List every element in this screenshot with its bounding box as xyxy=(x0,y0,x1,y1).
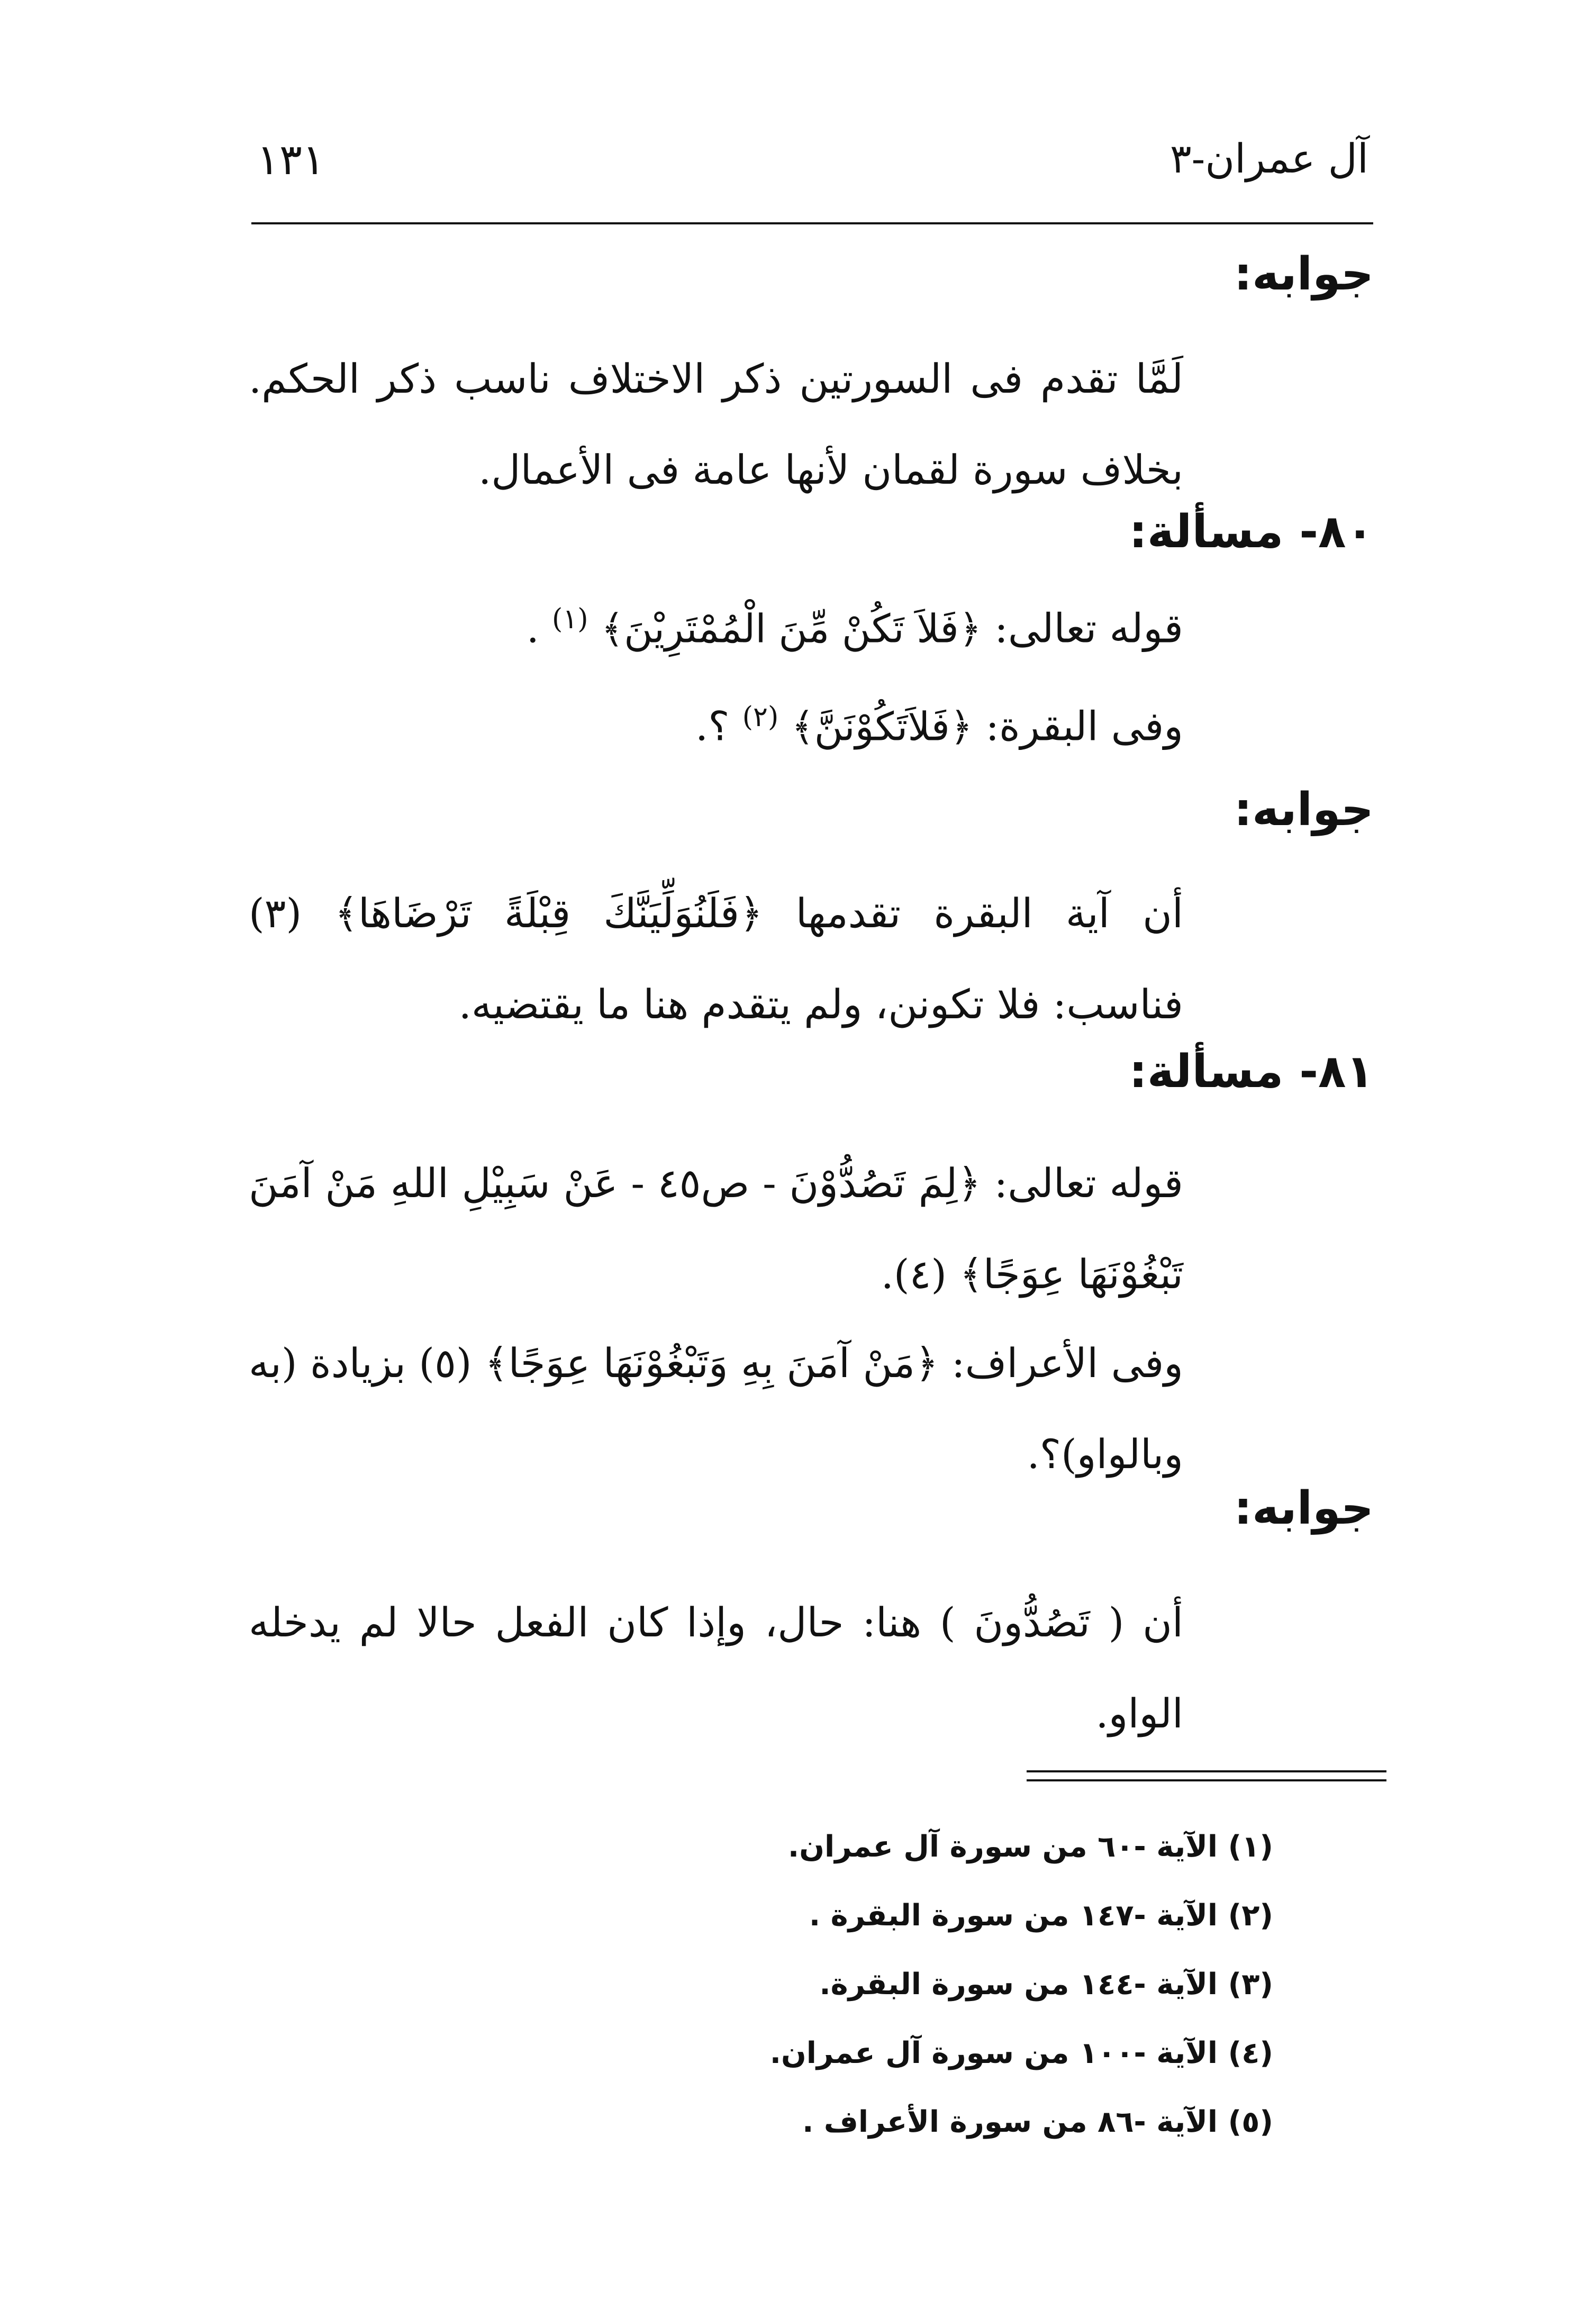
answer-paragraph: أن آية البقرة تقدمها ﴿فَلَنُوَلِّيَنَّكَ قِبْلَةً تَرْضَاهَا﴾ (٣) فناسب: فلا تكونن، ولم يتقدم هنا ما يقتضيه. xyxy=(249,890,1183,1028)
sentence-end: ؟. xyxy=(695,702,730,750)
question-line xyxy=(527,603,1183,651)
page-number: ١٣١ xyxy=(257,135,325,184)
quran-verse: ﴿فَلاَ تَكُنْ مِّنَ الْمُمْتَرِيْنَ﴾ xyxy=(601,606,982,652)
question-heading: ٨١- مسألة: xyxy=(1129,1045,1374,1098)
footnote: (٥) الآية -٨٦ من سورة الأعراف . xyxy=(802,2105,1273,2139)
question-line xyxy=(695,701,1183,749)
quran-verse: ﴿فَلاَتَكُوْنَنَّ﴾ xyxy=(791,704,973,750)
question-paragraph: قوله تعالى: ﴿لِمَ تَصُدُّوْنَ - ص٤٥ - عَنْ سَبِيْلِ اللهِ مَنْ آمَنَ تَبْغُوْنَهَا عِوَجًا﴾ (٤). xyxy=(249,1160,1183,1298)
footnote-rule xyxy=(1027,1779,1386,1781)
footnote: (٢) الآية -١٤٧ من سورة البقرة . xyxy=(809,1898,1273,1933)
answer-paragraph: لَمَّا تقدم فى السورتين ذكر الاختلاف ناسب ذكر الحكم. بخلاف سورة لقمان لأنها عامة فى الأعمال. xyxy=(249,355,1183,493)
quote-intro: قوله تعالى: xyxy=(994,604,1183,652)
answer-heading: جوابه: xyxy=(1234,783,1374,836)
footnote-rule xyxy=(1027,1770,1386,1772)
quote-intro: وفى البقرة: xyxy=(985,702,1183,750)
question-paragraph: وفى الأعراف: ﴿مَنْ آمَنَ بِهِ وَتَبْغُوْنَهَا عِوَجًا﴾ (٥) بزيادة (به وبالواو)؟. xyxy=(249,1339,1183,1478)
footnotes xyxy=(770,1813,1273,2157)
question-heading: ٨٠- مسألة: xyxy=(1129,505,1374,558)
footnote: (٣) الآية -١٤٤ من سورة البقرة. xyxy=(819,1967,1273,2002)
footnote: (٤) الآية -١٠٠ من سورة آل عمران. xyxy=(769,2036,1273,2070)
footnote: (١) الآية -٦٠ من سورة آل عمران. xyxy=(787,1830,1273,1864)
footnote-reference: (٢) xyxy=(742,701,779,733)
sentence-end: . xyxy=(526,604,539,652)
answer-heading: جوابه: xyxy=(1234,248,1374,301)
footnote-reference: (١) xyxy=(552,603,588,635)
answer-paragraph: أن ( تَصُدُّونَ ) هنا: حال، وإذا كان الفعل حالا لم يدخله الواو. xyxy=(249,1599,1183,1737)
answer-heading: جوابه: xyxy=(1234,1482,1374,1535)
header-rule xyxy=(251,222,1373,224)
running-header-title: آل عمران-٣ xyxy=(1169,135,1368,182)
